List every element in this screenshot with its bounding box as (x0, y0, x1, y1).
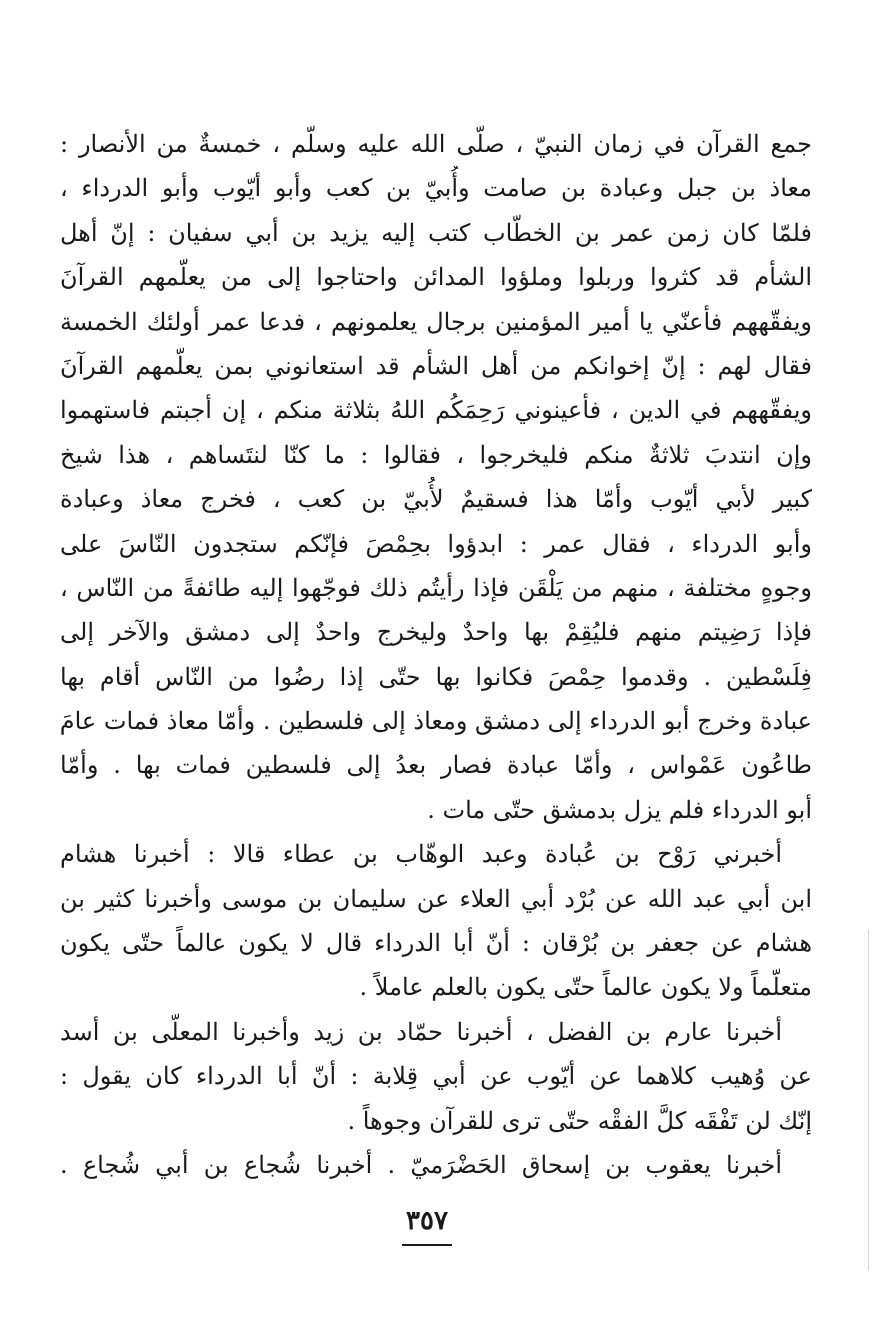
text-line: وأبو الدرداء ، فقال عمر : ابدؤوا بحِمْصَ فإنّكم ستجدون النّاسَ على (60, 529, 812, 558)
page-edge-line (868, 930, 869, 1270)
text-line: عبادة وخرج أبو الدرداء إلى دمشق ومعاذ إلى فلسطين . وأمّا معاذ فمات عامَ (60, 707, 812, 736)
text-line: ابن أبي عبد الله عن بُرْد أبي العلاء عن سليمان بن موسى وأخبرنا كثير بن (60, 884, 812, 913)
text-line: كبير لأبي أيّوب وأمّا هذا فسقيمٌ لأُبيّ بن كعب ، فخرج معاذ وعبادة (60, 485, 812, 514)
text-line: فإذا رَضِيتم منهم فليُقِمْ بها واحدٌ وليخرج واحدٌ إلى دمشق والآخر إلى (60, 618, 812, 647)
paragraph-2 (60, 832, 812, 1010)
text-line: طاعُون عَمْواس ، وأمّا عبادة فصار بعدُ إلى فلسطين فمات بها . وأمّا (60, 751, 812, 780)
text-line: هشام عن جعفر بن بُرْقان : أنّ أبا الدرداء قال لا يكون عالماً حتّى يكون (60, 929, 812, 958)
text-line: وإن انتدبَ ثلاثةٌ منكم فليخرجوا ، فقالوا : ما كنّا لنتَساهم ، هذا شيخ (60, 440, 812, 469)
text-line: وجوهٍ مختلفة ، منهم من يَلْقَن فإذا رأيتُم ذلك فوجّهوا إليه طائفةً من النّاس ، (60, 573, 812, 602)
text-line: الشأم قد كثروا وربلوا وملؤوا المدائن واحتاجوا إلى من يعلّمهم القرآنَ (60, 263, 812, 292)
text-line: معاذ بن جبل وعبادة بن صامت وأُبيّ بن كعب وأبو أيّوب وأبو الدرداء ، (60, 174, 812, 203)
text-line: إنّك لن تَفْقَه كلَّ الفقْه حتّى ترى للقرآن وجوهاً . (347, 1106, 812, 1135)
paragraph-4 (60, 1143, 812, 1187)
text-line: أخبرنا يعقوب بن إسحاق الحَضْرَميّ . أخبرنا شُجاع بن أبي شُجاع . (60, 1150, 782, 1179)
body-text (60, 122, 812, 1187)
text-line: أخبرنا عارم بن الفضل ، أخبرنا حمّاد بن زيد وأخبرنا المعلّى بن أسد (60, 1017, 782, 1046)
paragraph-3 (60, 1010, 812, 1143)
text-line: أخبرني رَوْح بن عُبادة وعبد الوهّاب بن عطاء قالا : أخبرنا هشام (60, 840, 782, 869)
page-number-underline (402, 1244, 452, 1246)
text-line: أبو الدرداء فلم يزل بدمشق حتّى مات . (427, 795, 812, 824)
paragraph-1 (60, 122, 812, 832)
text-line: متعلّماً ولا يكون عالماً حتّى يكون بالعلم عاملاً . (359, 973, 812, 1002)
text-line: فلمّا كان زمن عمر بن الخطّاب كتب إليه يزيد بن أبي سفيان : إنّ أهل (60, 218, 812, 247)
text-line: فِلَسْطين . وقدموا حِمْصَ فكانوا بها حتّى إذا رضُوا من النّاس أقام بها (60, 662, 812, 691)
text-line: عن وُهيب كلاهما عن أيّوب عن أبي قِلابة : أنّ أبا الدرداء كان يقول : (60, 1062, 812, 1091)
text-line: ويفقّههم في الدين ، فأعينوني رَحِمَكُم اللهُ بثلاثة منكم ، إن أجبتم فاستهموا (60, 396, 812, 425)
page-number: ٣٥٧ (406, 1206, 448, 1236)
text-line: فقال لهم : إنّ إخوانكم من أهل الشأم قد استعانوني بمن يعلّمهم القرآنَ (60, 351, 812, 380)
text-line: جمع القرآن في زمان النبيّ ، صلّى الله عليه وسلّم ، خمسةٌ من الأنصار : (60, 130, 812, 158)
text-line: ويفقّههم فأعنّي يا أمير المؤمنين برجال يعلمونهم ، فدعا عمر أولئك الخمسة (60, 307, 812, 336)
